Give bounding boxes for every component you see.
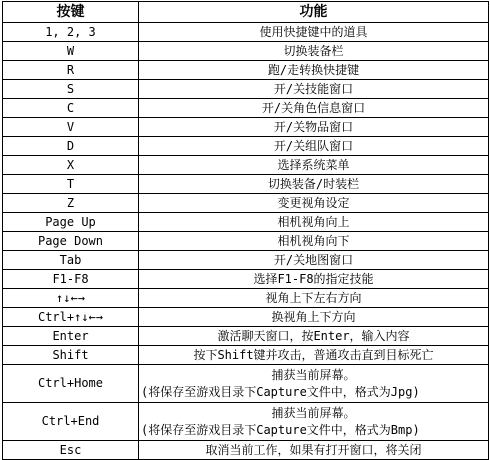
table-row <box>3 80 489 99</box>
hotkey-cell: 1, 2, 3 <box>3 23 139 42</box>
function-cell <box>139 365 489 403</box>
table-row <box>3 327 489 346</box>
hotkey-cell: Z <box>3 194 139 213</box>
function-cell <box>139 175 489 194</box>
table-row <box>3 270 489 289</box>
table-row <box>3 99 489 118</box>
function-text: 取消当前工作，如果有打开窗口，将关闭 <box>205 442 422 457</box>
function-cell <box>139 441 489 460</box>
table-row <box>3 42 489 61</box>
function-cell <box>139 403 489 441</box>
table-row <box>3 308 489 327</box>
function-text: 选择系统菜单 <box>277 157 350 172</box>
hotkey-cell: Page Up <box>3 213 139 232</box>
hotkey-cell: V <box>3 118 139 137</box>
hotkey-cell: D <box>3 137 139 156</box>
table-row <box>3 213 489 232</box>
table-row <box>3 346 489 365</box>
function-text: 相机视角向下 <box>277 233 350 248</box>
hotkey-cell: X <box>3 156 139 175</box>
function-text: 视角上下左右方向 <box>265 290 362 305</box>
table-row <box>3 137 489 156</box>
table-row <box>3 61 489 80</box>
hotkey-cell: R <box>3 61 139 80</box>
table-row <box>3 251 489 270</box>
table-row <box>3 156 489 175</box>
function-text: 开/关物品窗口 <box>273 119 354 134</box>
table-row <box>3 118 489 137</box>
function-text: 相机视角向上 <box>277 214 350 229</box>
function-cell <box>139 118 489 137</box>
function-text: (将保存至游戏目录下Capture文件中，格式为Jpg) <box>141 384 420 399</box>
table-row <box>3 365 489 403</box>
function-text: 切换装备栏 <box>283 43 344 58</box>
function-cell <box>139 213 489 232</box>
function-cell <box>139 308 489 327</box>
function-cell <box>139 289 489 308</box>
function-text: 选择F1-F8的指定技能 <box>253 271 374 286</box>
hotkey-cell: T <box>3 175 139 194</box>
hotkey-cell: F1-F8 <box>3 270 139 289</box>
function-text: 开/关地图窗口 <box>273 252 354 267</box>
table-body <box>3 23 489 460</box>
function-cell <box>139 346 489 365</box>
function-cell <box>139 270 489 289</box>
function-cell <box>139 327 489 346</box>
function-text: 变更视角设定 <box>277 195 350 210</box>
hotkey-cell: W <box>3 42 139 61</box>
function-text: 使用快捷键中的道具 <box>259 24 368 39</box>
hotkey-cell: ↑↓←→ <box>3 289 139 308</box>
table-row <box>3 232 489 251</box>
table-row <box>3 441 489 460</box>
function-text: 开/关技能窗口 <box>273 81 354 96</box>
hotkey-cell: Ctrl+Home <box>3 365 139 403</box>
hotkey-cell: Ctrl+↑↓←→ <box>3 308 139 327</box>
function-cell <box>139 99 489 118</box>
function-text: 按下Shift键并攻击，普通攻击直到目标死亡 <box>193 347 434 362</box>
hotkey-cell: Ctrl+End <box>3 403 139 441</box>
table-row <box>3 289 489 308</box>
hotkey-table <box>2 1 489 460</box>
function-cell <box>139 232 489 251</box>
function-text: 激活聊天窗口，按Enter，输入内容 <box>217 328 410 343</box>
hotkey-cell: Enter <box>3 327 139 346</box>
hotkey-cell: Shift <box>3 346 139 365</box>
function-text: 开/关角色信息窗口 <box>261 100 366 115</box>
table-row <box>3 403 489 441</box>
table-row <box>3 194 489 213</box>
function-cell <box>139 80 489 99</box>
table-row <box>3 175 489 194</box>
function-cell <box>139 137 489 156</box>
function-cell <box>139 23 489 42</box>
function-text: 开/关组队窗口 <box>273 138 354 153</box>
function-text: 换视角上下方向 <box>271 309 356 324</box>
hotkey-cell: Esc <box>3 441 139 460</box>
header-key: 按键 <box>3 2 139 23</box>
function-text: (将保存至游戏目录下Capture文件中，格式为Bmp) <box>141 422 420 437</box>
function-cell <box>139 156 489 175</box>
function-text: 切换装备/时装栏 <box>267 176 360 191</box>
function-cell <box>139 194 489 213</box>
hotkey-cell: Page Down <box>3 232 139 251</box>
table-row <box>3 23 489 42</box>
table-header-row <box>3 2 489 23</box>
function-text: 捕获当前屏幕。 <box>271 367 356 382</box>
function-text: 跑/走转换快捷键 <box>267 62 360 77</box>
header-function: 功能 <box>139 2 489 23</box>
function-cell <box>139 42 489 61</box>
function-cell <box>139 61 489 80</box>
hotkey-cell: S <box>3 80 139 99</box>
hotkey-cell: Tab <box>3 251 139 270</box>
hotkey-cell: C <box>3 99 139 118</box>
function-cell <box>139 251 489 270</box>
function-text: 捕获当前屏幕。 <box>271 405 356 420</box>
